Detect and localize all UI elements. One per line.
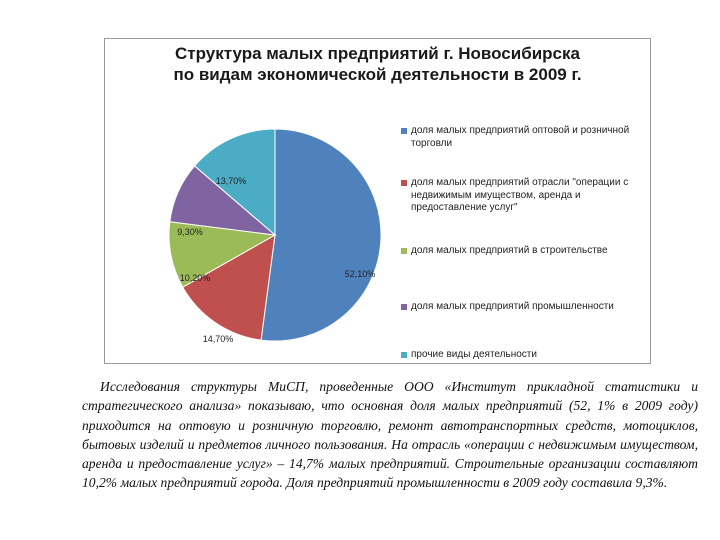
legend-swatch-1 <box>401 180 407 186</box>
slice-label-1: 14,70% <box>202 334 234 344</box>
slice-label-3: 9,30% <box>177 227 203 237</box>
caption-paragraph: Исследования структуры МиСП, проведенные ООО «Институт прикладной статистики и стратегического анализа» показываю, что основная доля малых предприятий (52, 1% в 2009 году) приходится на оптовую и розничную торговлю, ремонт автотранспортных средств, мотоциклов, бытовых изделий и предметов личного пользования. На отрасль «операции с недвижимым имуществом, аренда и предоставление услуг» – 14,7% малых предприятий. Строительные организации составляют 10,2% малых предприятий города. Доля предприятий промышленности в 2009 году составила 9,3%. <box>82 379 698 491</box>
legend-item-1 <box>401 177 646 215</box>
slice-label-4: 13,70% <box>215 176 247 186</box>
slice-label-0: 52,10% <box>344 269 376 279</box>
chart-frame <box>104 38 651 364</box>
legend-swatch-4 <box>401 352 407 358</box>
legend-item-2 <box>401 245 646 258</box>
legend-label-2: доля малых предприятий в строительстве <box>411 245 608 256</box>
legend-label-1: доля малых предприятий отрасли "операции с недвижимым имуществом, аренда и предоставление услуг" <box>411 177 629 213</box>
legend-item-4 <box>401 349 646 362</box>
slice-label-2: 10,20% <box>179 273 211 283</box>
legend-item-3 <box>401 301 646 314</box>
legend-label-4: прочие виды деятельности <box>411 349 537 360</box>
legend-swatch-2 <box>401 248 407 254</box>
legend-swatch-3 <box>401 304 407 310</box>
pie-slice-0 <box>261 129 381 341</box>
chart-title-line-2: по видам экономической деятельности в 2009 г. <box>173 65 582 84</box>
legend-label-0: доля малых предприятий оптовой и розничной торговли <box>411 125 630 149</box>
legend-item-0 <box>401 125 646 150</box>
legend-swatch-0 <box>401 128 407 134</box>
legend-label-3: доля малых предприятий промышленности <box>411 301 614 312</box>
chart-title-line-1: Структура малых предприятий г. Новосибирска <box>175 44 580 63</box>
